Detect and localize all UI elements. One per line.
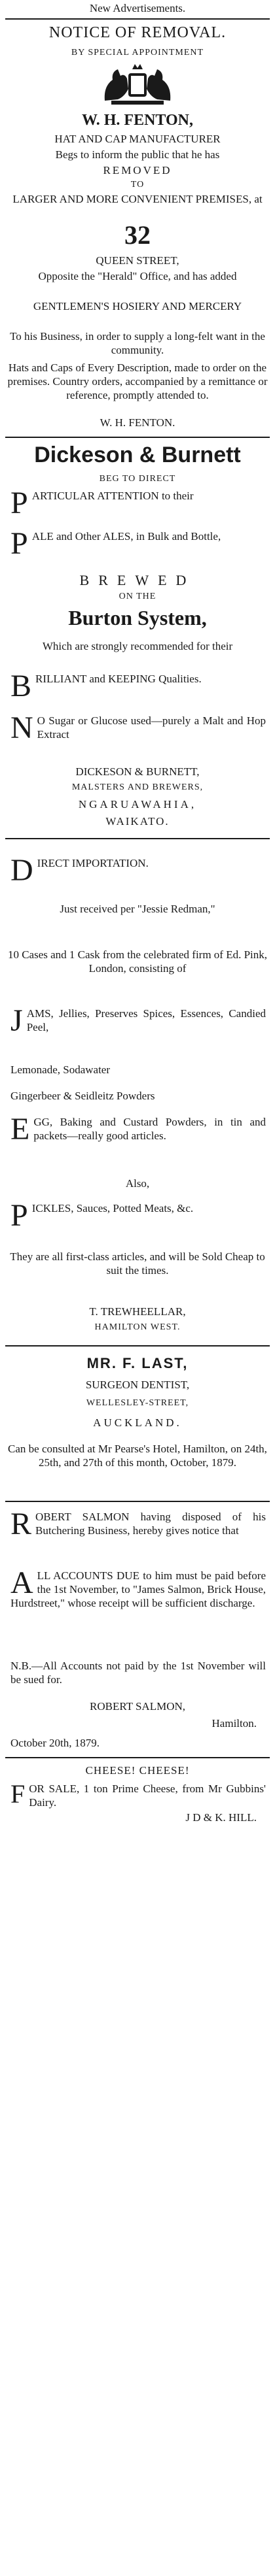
ad2-nosugar-text: O Sugar or Glucose used—purely a Malt and Hop Extract (37, 714, 266, 741)
ad5-accounts (10, 1565, 266, 1610)
ad3-egg (10, 1112, 266, 1146)
ad2-district: WAIKATO. (105, 815, 170, 828)
divider (5, 1757, 270, 1758)
ad5-date: October 20th, 1879. (10, 1737, 100, 1749)
drop-cap: J (10, 1003, 23, 1038)
ad3-firstclass: They are all first-class articles, and will be Sold Cheap to suit the times. (10, 1250, 265, 1277)
ad2-brilliant-text: RILLIANT and KEEPING Qualities. (35, 673, 202, 685)
royal-crest-icon (98, 60, 177, 107)
ad1-line1: Begs to inform the public that he has (55, 148, 220, 161)
drop-cap: R (10, 1507, 32, 1541)
ad2-title: Dickeson & Burnett (34, 443, 241, 467)
divider (5, 437, 270, 438)
ad2-brewed: BREWED (79, 572, 196, 588)
ad1-larger: LARGER AND MORE CONVENIENT PREMISES, at (12, 193, 263, 205)
ad2-onthe: ON THE (119, 592, 156, 601)
drop-cap: F (10, 1779, 26, 1809)
ad2-nosugar (10, 711, 266, 745)
ad2-place: NGARUAWAHIA, (78, 798, 197, 811)
ad2-beg: BEG TO DIRECT (99, 474, 176, 484)
ad1-removed: REMOVED (103, 164, 172, 176)
ad3-place: HAMILTON WEST. (94, 1322, 181, 1332)
drop-cap: A (10, 1565, 33, 1600)
ad3-pickles-text: ICKLES, Sauces, Potted Meats, &c. (31, 1202, 194, 1214)
ad1-name: W. H. FENTON, (81, 112, 194, 129)
ad1-sign: W. H. FENTON. (100, 416, 175, 429)
ad6-sale (10, 1779, 266, 1809)
ad1-title: NOTICE OF REMOVAL. (48, 24, 227, 41)
ad1-appointment: BY SPECIAL APPOINTMENT (71, 48, 204, 58)
ad2-recommended: Which are strongly recommended for their (42, 640, 233, 652)
ad5-title-text: OBERT SALMON having disposed of his Butchering Business, hereby gives notice that (35, 1511, 266, 1537)
ad3-pickles (10, 1198, 266, 1233)
ad2-maltsters: MALSTERS AND BREWERS, (71, 782, 204, 792)
divider (5, 838, 270, 839)
drop-cap: B (10, 669, 32, 703)
ad3-sign: T. TREWHEELLAR, (89, 1305, 186, 1318)
ad3-title-text: IRECT IMPORTATION. (37, 857, 149, 869)
ad4-title: MR. F. LAST, (86, 1355, 189, 1371)
ad2-pale-text: ALE and Other ALES, in Bulk and Bottle, (31, 530, 221, 543)
divider (5, 18, 270, 20)
ad3-also: Also, (125, 1177, 150, 1190)
ad3-cases: 10 Cases and 1 Cask from the celebrated firm of Ed. Pink, London, consisting of (7, 948, 268, 975)
ad5-sign: ROBERT SALMON, (89, 1700, 186, 1713)
ad1-opposite: Opposite the "Herald" Office, and has added (38, 270, 237, 282)
ad2-firm: DICKESON & BURNETT, (75, 765, 200, 778)
divider (5, 1501, 270, 1502)
ad2-brilliant (10, 669, 266, 703)
ad6-title: CHEESE! CHEESE! (85, 1764, 190, 1777)
ad5-title (10, 1507, 266, 1541)
ad1-hats: Hats and Caps of Every Description, made to order on the premises. Country orders, accompanied by a remittance or reference, promptly attended to. (7, 361, 268, 401)
drop-cap: P (10, 486, 28, 520)
ad4-consult: Can be consulted at Mr Pearse's Hotel, Hamilton, on 24th, 25th, and 27th of this month, October, 1879. (8, 1443, 267, 1469)
ad3-jams (10, 1003, 266, 1038)
ad2-system: Burton System, (68, 606, 207, 629)
ad2-particular-text: ARTICULAR ATTENTION to their (31, 490, 194, 502)
ad2-pale (10, 526, 266, 561)
ad1-number: 32 (124, 220, 151, 250)
ad1-trade: HAT AND CAP MANUFACTURER (54, 133, 221, 145)
ad5-accounts-text: LL ACCOUNTS DUE to him must be paid before the 1st November, to "James Salmon, Brick House, Hurdstreet," whose receipt will be sufficient discharge. (10, 1569, 266, 1609)
drop-cap: P (10, 1198, 28, 1233)
ad5-place: Hamilton. (211, 1717, 257, 1730)
ad6-sign: J D & K. HILL. (185, 1811, 257, 1824)
section-header: New Advertisements. (89, 2, 186, 14)
ad3-ginger: Gingerbeer & Seidleitz Powders (10, 1090, 155, 1102)
ad3-title (10, 853, 266, 888)
drop-cap: D (10, 853, 33, 888)
ad4-city: AUCKLAND. (93, 1416, 182, 1429)
ad6-sale-text: OR SALE, 1 ton Prime Cheese, from Mr Gubbins' Dairy. (29, 1782, 266, 1809)
divider (5, 1345, 270, 1347)
drop-cap: N (10, 711, 33, 745)
ad2-particular (10, 486, 266, 520)
ad1-street: QUEEN STREET, (96, 254, 179, 267)
ad3-egg-text: GG, Baking and Custard Powders, in tin and packets—really good articles. (33, 1116, 266, 1142)
ad5-nb: N.B.—All Accounts not paid by the 1st November will be sued for. (10, 1660, 266, 1686)
ad4-role: SURGEON DENTIST, (85, 1379, 190, 1391)
drop-cap: P (10, 526, 28, 561)
ad1-gents: GENTLEMEN'S HOSIERY AND MERCERY (33, 300, 242, 312)
ad3-jams-text: AMS, Jellies, Preserves Spices, Essences, Candied Peel, (26, 1007, 266, 1033)
ad3-lemonade: Lemonade, Sodawater (10, 1063, 110, 1076)
ad1-business: To his Business, in order to supply a long-felt want in the community. (10, 330, 265, 356)
ad4-street: WELLESLEY-STREET, (86, 1398, 189, 1408)
ad1-to: TO (130, 180, 145, 190)
drop-cap: E (10, 1112, 30, 1146)
ad3-received: Just received per "Jessie Redman," (60, 903, 215, 915)
